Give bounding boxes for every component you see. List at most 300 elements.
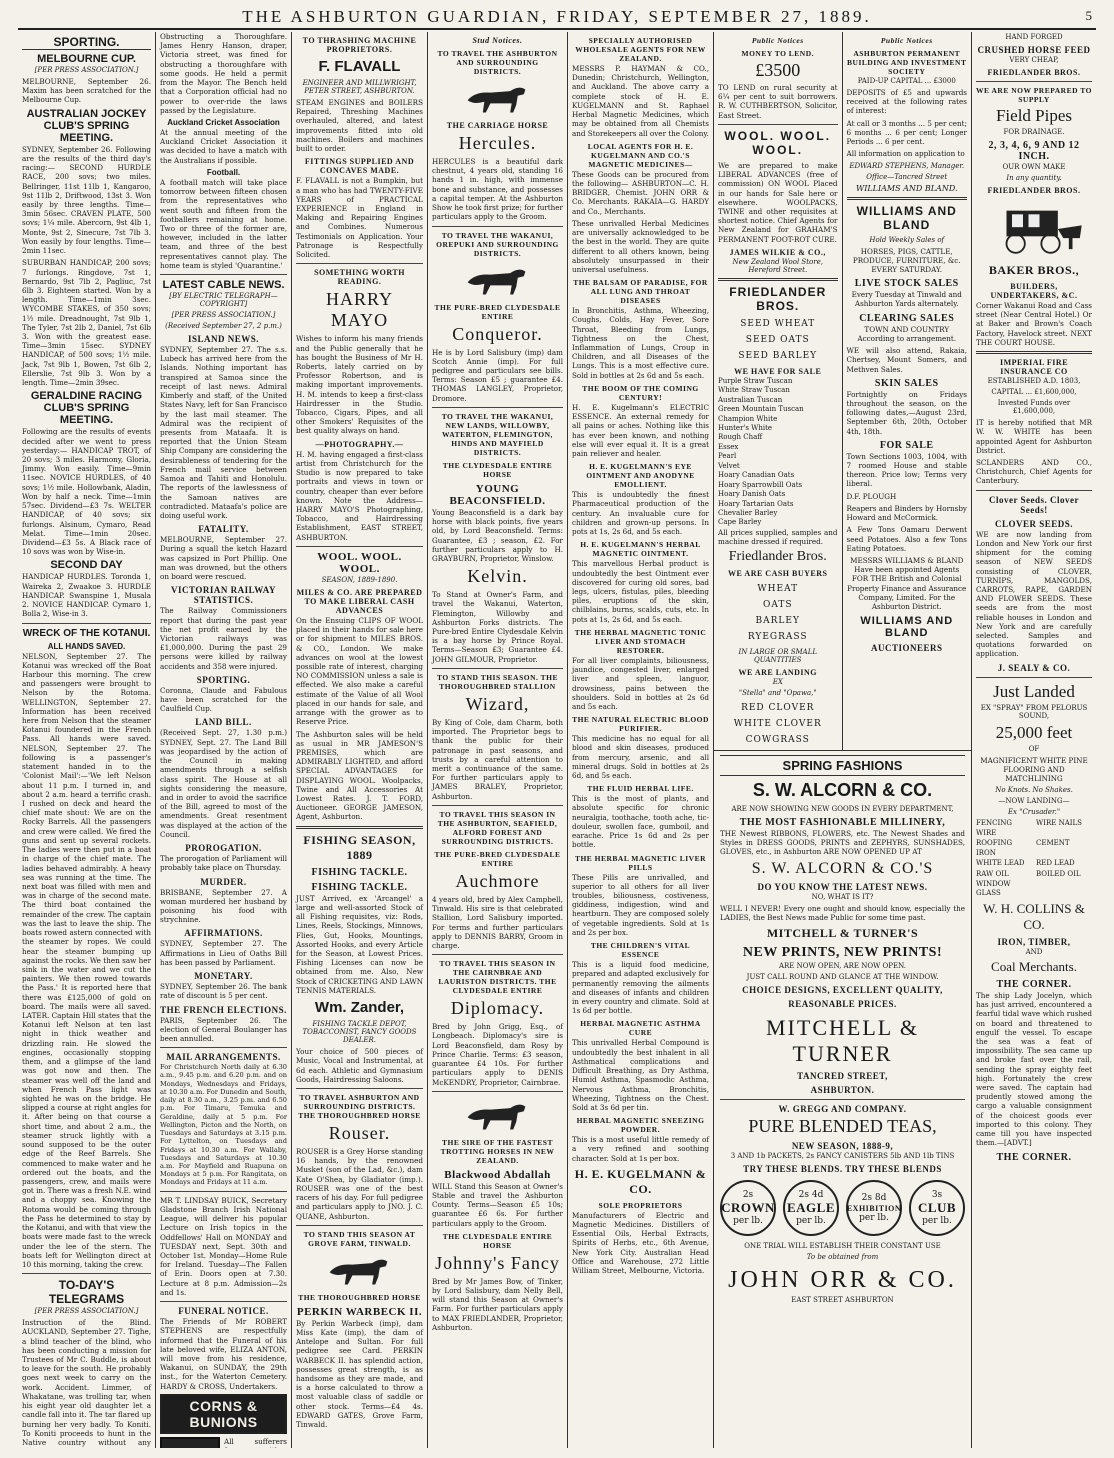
heading: THE FRENCH ELECTIONS. — [160, 1004, 287, 1015]
ad-text: WE are now landing from London and New York our first shipment for the coming season of NEW SEEDS consisting of CLOVER, TURNIPS, MANGOLDS, CARROTS, RAPE, GARDEN AND FLOWER SEEDS. These seeds are from the most reliable houses in London and New York and are carefully selected. Samples and quotations forwarded on application. — [976, 529, 1092, 659]
tea-price: 3s — [931, 1190, 943, 1201]
heading: MONETARY. — [194, 971, 253, 982]
byline: [PER PRESS ASSOCIATION.] — [171, 311, 276, 320]
heading: TO TRAVEL THIS SEASON IN THE CAIRNBRAE AND LAURISTON DISTRICTS. THE CLYDESDALE ENTIRE — [438, 959, 557, 996]
article-text: Instruction of the Blind. AUCKLAND, September 27. Tighe, a blind teacher of the blind, who has been conducting a mission for Trustees of Mr C. Buddle, is about to leave for the south. He probably goes next week to carry on the work. Accident. Limmer, of Whakatane, was trolling tar, when his eight year old daughter let a candle fall into it. The tar flared up burning her very badly. To Koniti. To Koniti proceeds to hunt in the Native country without any — [22, 1318, 151, 1447]
article-text: A football match will take place tomorrow between fifteen chosen from the representatives who went south and fifteen from the footballers remaining at home. Two or three of the former are, however, included in the latter team, and three of the best representatives cannot play. The home team is styled 'Quarantine.' — [160, 177, 287, 270]
heading: FUNERAL NOTICE. — [178, 1306, 269, 1317]
heading: AUSTRALIAN JOCKEY CLUB'S SPRING MEETING. — [26, 107, 147, 144]
article-text: For Christchurch North daily at 6.30 a.m., 9.45 p.m. and 6.20 p.m. and on Mondays, Wednesdays and Fridays, at 10.30 a.m. For Dunedin and South, daily at 8.30 a.m., 3.25 p.m. and 6.50 p.m. For Timaru, Temuka and Geraldine, daily at 5 p.m. For Wellington, Picton and the North, on Tuesdays and Saturdays at 3.15 p.m. For Lyttelton, on Tuesdays and Fridays at 10.30 a.m. For Wallaby, Tuesdays and Saturdays at 10.30 a.m. For Mayfield and Ruapuna on Mondays at 5 p.m. For Rangitata, on Mondays and Fridays at 11 a.m. — [160, 1063, 287, 1187]
hearse-illustration — [979, 199, 1089, 259]
heading: LOCAL AGENTS FOR H. E. KUGELMANN AND CO.'S MAGNETIC MEDICINES— — [587, 141, 694, 169]
advertiser-name: FRIEDLANDER BROS. — [729, 284, 827, 313]
horse-name: PERKIN WARBECK II. — [296, 1305, 423, 1318]
article-text: SYDNEY, September 26. The bank rate of discount is 5 per cent. — [160, 982, 287, 1001]
ad-text: THE Newest RIBBONS, FLOWERS, etc. The Newest Shades and Styles in DRESS GOODS, PRINTS and ZEPHYRS, SUNSHADES, GLOVES, etc., in Ashburton ARE NOW OPENED UP AT — [720, 829, 965, 857]
heading: THE PURE-BRED CLYDESDALE ENTIRE — [434, 302, 561, 321]
tea-price: 2s — [742, 1190, 754, 1201]
advertiser-name: JOHN ORR & CO. — [728, 1267, 957, 1294]
list-item: Hoary Danish Oats — [718, 490, 786, 499]
ad-text: Reapers and Binders by Hornsby Howard and McCormick. — [846, 503, 967, 523]
heading: WOOL. WOOL. WOOL. — [317, 550, 402, 575]
article-text: BRISBANE, September 27. A woman murdered her husband by poisoning his food with strychnine. — [160, 887, 287, 925]
advertiser-name: WILLIAMS AND BLAND — [860, 615, 954, 640]
ad-text: By King of Cole, dam Charm, both imported. The Proprietor begs to thank the public for their patronage in past seasons, and trusts by a careful attention to merit a continuance of the same. For further particulars apply to JAMES BRALEY, Proprietor, Ashburton. — [432, 717, 563, 801]
tea-unit: per lb. — [922, 1215, 952, 1226]
ad-text: WILL Stand this Season at Owner's Stable and travel the Ashburton County. Terms—Season £5 10s; guarantee £6 6s. For further particulars apply to the Groom. — [432, 1181, 563, 1228]
heading: MITCHELL & TURNER'S — [766, 926, 919, 941]
ad-text: This is the most of plants, and absolute specific for chronic neuralgia, toothache, tooth ache, tic-douleur, swollen face, gumboil, and earache. Price 1s 6d and 2s per bottle. — [572, 794, 709, 850]
list-item: Hoary Tartarian Oats — [718, 499, 794, 508]
tea-name: CLUB — [917, 1199, 957, 1215]
ad-text: Bred by John Grigg, Esq., of Longbeach. Diplomacy's sire is Lord Beaconsfield, dam Rosy by Prince Charlie. Terms: £3 season, guarantee £4 10s. For further particulars apply to DENIS McKENDRY, Proprietor, Cairnbrae. — [432, 1022, 563, 1087]
heading: TO STAND THIS SEASON AT GROVE FARM, TINWALD. — [303, 1229, 416, 1248]
ad-text: ROUSER is a Grey Horse standing 16 hands, by the renowned Musket (son of the Lad, &c.), dam Kate O'Shea, by Gladiator (imp.). ROUSER was one of the best racers of his day. For full pedigree and particulars apply to JNO. J. C. QUANE, Ashburton. — [296, 1146, 423, 1221]
heading: MILES & CO. ARE PREPARED TO MAKE LIBERAL CASH ADVANCES — [296, 587, 423, 615]
advertiser-name: HARRY MAYO — [325, 289, 393, 331]
ad-subtitle: 3 AND 1b PACKETS, 2s FANCY CANISTERS 5lb AND 1lb TINS — [730, 1152, 955, 1161]
heading: WRECK OF THE KOTANUI. — [22, 627, 151, 639]
horse-name: Diplomacy. — [450, 998, 545, 1019]
ad-text: DEPOSITS of £5 and upwards received at the following rates of interest: — [846, 88, 967, 116]
heading: Just Landed — [993, 681, 1075, 701]
column-sporting — [18, 32, 156, 1448]
list-item: Australian Tuscan — [718, 395, 783, 404]
heading: THE CARRIAGE HORSE — [446, 121, 549, 130]
heading: SECOND DAY — [50, 559, 123, 572]
list-item: WINDOW GLASS — [976, 879, 1011, 898]
notice-text: The Friends of Mr ROBERT STEPHENS are respectfully informed that the Funeral of his late beloved wife, ELIZA ANTON, will move from his residence, Wakanui, on SUNDAY, the 29th inst., for the Waterton Cemetery. HARDY & CROSS, Undertakers. — [160, 1317, 287, 1391]
ad-text: TO LEND on rural security at 6¼ per cent to suit borrowers. R. W. CUTHBERTSON, Solicitor, East Street. — [718, 83, 838, 120]
newspaper-columns — [18, 32, 1096, 1448]
heading: ASHBURTON PERMANENT BUILDING AND INVESTMENT SOCIETY — [847, 49, 967, 76]
heading: FISHING TACKLE. — [311, 866, 408, 878]
heading: 25,000 feet — [995, 722, 1073, 742]
advertiser-name: W. GREGG AND COMPANY. — [778, 1104, 907, 1115]
ad-text: In Bronchitis, Asthma, Wheezing, Coughs, Colds, Hay Fever, Sore Throat, Bleeding from Lungs, Tightness on the Chest, Inflammation of Lungs, Croup in Children, and all Diseases of the Lungs. This is a most effective cure. Sold in bottles at 2s 6d and 5s each. — [572, 306, 709, 380]
advertiser-name: FRIEDLANDER BROS. — [987, 68, 1081, 77]
advertiser-name: JAMES WILKIE & CO., — [729, 247, 826, 257]
heading: BUILDERS, UNDERTAKERS, &C. — [990, 282, 1078, 300]
ad-text: Town Sections 1003, 1004, with 7 roomed House and stable thereon. Price low; Terms very liberal. — [846, 451, 967, 489]
grain-line: OATS — [762, 600, 793, 611]
ad-text: Wishes to inform his many friends and the Public generally that he has bought the Business of Mr H. Roberts, lately carried on by Professor Robertson, and is making important improvements. H. M. intends to keep a first-class Hairdresser in the Studio. Tobacco, Cigars, Pipes, and all other Smokers' Requisites of the best quality always on hand. — [296, 334, 423, 436]
company-name: H. E. KUGELMANN & CO. — [574, 1166, 707, 1196]
list-item: RAW OIL — [976, 869, 1009, 878]
advertiser-name: WILLIAMS AND BLAND. — [855, 183, 958, 193]
ad-subtitle: ENGINEER AND MILLWRIGHT, PETER STREET, ASHBURTON. — [302, 79, 417, 95]
list-item: Hoary Sparrowbill Oats — [718, 480, 803, 489]
ad-subtitle: Ex "Crusader." — [1007, 808, 1061, 817]
list-item: Velvet — [718, 461, 740, 470]
ad-subtitle: OUR OWN MAKE — [1002, 163, 1066, 171]
article-text: MELBOURNE, September 27. During a squall the ketch Hazard was capsized in Port Phillip. One man was drowned, but the others on board were rescued. — [160, 535, 287, 582]
address: EAST STREET ASHBURTON — [791, 1296, 894, 1305]
heading: Football. — [206, 167, 241, 177]
ad-subtitle: Hold Weekly Sales of — [869, 235, 945, 244]
ad-text: MESSRS P. HAYMAN & CO., Dunedin; Christchurch, Wellington, and Auckland. The above carry a complete stock of H. E. KUGELMANN and St. Raphael Herbal Magnetic Medicines, which may be obtained from all Chemists and Storekeepers all over the Colony. — [572, 64, 709, 138]
section-heading: Stud Notices. — [472, 36, 523, 45]
horse-name: Johnny's Fancy — [435, 1252, 560, 1273]
horse-name: Rouser. — [328, 1122, 391, 1143]
heading: FISHING SEASON, 1889 — [303, 832, 416, 862]
heading: CHOICE DESIGNS, EXCELLENT QUALITY, — [742, 985, 943, 996]
heading: TRY THESE BLENDS. TRY THESE BLENDS — [743, 1164, 942, 1175]
ad-text: Your choice of 500 pieces of Music, Vocal and Instrumental, at 6d each. Athletic and Gymnasium Goods, Hairdressing Saloons. — [296, 1047, 423, 1084]
ad-text: He is by Lord Salisbury (imp) dam Scotch Annie (imp). For full pedigree and particulars see bills. Terms: Season £5 ; guarantee £4. THOMAS LANGLEY, Proprietor, Dromore. — [432, 347, 563, 403]
column-kugelmann — [568, 32, 714, 1448]
heading: THE CORNER. — [996, 978, 1072, 990]
column-stud — [428, 32, 568, 1448]
heading: TO TRAVEL ASHBURTON AND SURROUNDING DISTRICTS. THE THOROUGHBRED HORSE — [298, 1092, 421, 1120]
ad-text: All sufferers — [224, 1436, 287, 1446]
heading: SOMETHING WORTH READING. — [314, 268, 405, 287]
tea-unit: per lb. — [859, 1212, 889, 1223]
ad-text: IT is hereby notified that MR W. W. WHITE has been appointed Agent for Ashburton District. — [976, 418, 1092, 455]
heading: VICTORIAN RAILWAY STATISTICS. — [171, 585, 276, 606]
masthead-title: THE ASHBURTON GUARDIAN, FRIDAY, SEPTEMBER 27, 1889. — [242, 7, 872, 26]
ad-text: MAGNIFICENT WHITE PINE FLOORING AND MATCHLINING — [980, 755, 1088, 784]
ad-text: For all liver complaints, biliousness, jaundice, congested liver, enlarged liver and spleen, languor, drowsiness, pains between the shoulders. Sold in bottles at 2s 6d and 5s each. — [572, 655, 709, 711]
heading: NEW SEASON, 1888-9, — [791, 1141, 894, 1152]
advertiser-name: F. FLAVALL — [318, 58, 401, 75]
byline: [PER PRESS ASSOCIATION.] — [34, 66, 139, 74]
heading: WE HAVE FOR SALE — [734, 366, 822, 376]
grain-line: RYEGRASS — [747, 632, 808, 643]
list-item: ROOFING IRON — [976, 839, 1013, 857]
ad-subtitle: AND — [1025, 947, 1043, 956]
advertiser-name: S. W. ALCORN & CO. — [752, 780, 933, 800]
heading: —PHOTOGRAPHY.— — [315, 439, 404, 449]
grain-line: WHEAT — [757, 584, 799, 595]
ad-text: Manufacturers of Electric and Magnetic Medicines. Distillers of Essential Oils, Herbal Extracts, Spirits of Herbs, etc., 6th Avenue, New York City. Australian Head Office and Warehouse, 272 Little William Street, Melbourne, Victoria. — [572, 1210, 709, 1276]
ad-text: 4 years old, bred by Alex Campbell, Tinwald. His sire is that celebrated Stallion, Lord Salisbury imported. For terms and further particulars apply to DENNIS BARRY, Groom in charge. — [432, 894, 563, 950]
article-text: The Railway Commissioners report that during the past year the net profit earned by the Victorian railways was £1,000,000. During the past 29 persons were killed by railway accidents and 358 were injured. — [160, 606, 287, 671]
list-item: Essex — [718, 442, 739, 451]
ad-subtitle: EX — [772, 678, 783, 687]
heading: SPECIALLY AUTHORISED WHOLESALE AGENTS FOR NEW ZEALAND. — [575, 36, 706, 63]
page-number: 5 — [1085, 8, 1092, 23]
heading: WE ARE CASH BUYERS — [728, 569, 828, 579]
article-text: SYDNEY, September 27. The s.s. Lubeck has arrived here from the Islands. Nothing important has transpired at Samoa since the receipt of last news. Admiral Kimberly and staff, of the United States Navy, left for San Francisco by the last mail steamer. The Admiral was the recipient of presents from Mataafa. It is reported that the Union Steam Ship Company are considering the desirableness of tendering for the French mail service between Samoa and Tahiti and Honolulu. The reports of the lawlessness of the Samoan natives are contradicted. Mataafa's police are doing useful work. — [160, 345, 287, 520]
address: ASHBURTON. — [810, 1085, 875, 1096]
ad-subtitle: ARE NOW OPEN, ARE NOW OPEN. — [778, 962, 907, 971]
list-item: CEMENT — [1036, 839, 1070, 848]
section-heading: SPORTING. — [22, 35, 151, 50]
ad-subtitle: VERY CHEAP, — [1009, 56, 1059, 64]
clover-line: RED CLOVER — [741, 703, 815, 714]
heading: TO TRAVEL THIS SEASON IN THE ASHBURTON, SEAFIELD, ALFORD FOREST AND SURROUNDING DISTRICTS. — [437, 809, 558, 846]
heading: FITTINGS SUPPLIED AND CONCAVES MADE. — [304, 157, 415, 176]
heading: CLEARING SALES — [859, 312, 955, 324]
ad-address: New Zealand Wool Store, Hereford Street. — [732, 257, 823, 274]
ad-text: Fortnightly on Fridays throughout the season, on the following dates,—August 23rd, September 6th, 20th, October 4th, 18th. — [846, 389, 967, 436]
heading: TO TRAVEL THE ASHBURTON AND SURROUNDING DISTRICTS. — [437, 49, 558, 76]
heading: THE NATURAL ELECTRIC BLOOD PURIFIER. — [572, 715, 709, 734]
column-public-notices — [714, 32, 972, 1448]
heading: SOLE PROPRIETORS — [598, 1200, 683, 1210]
loan-amount: £3500 — [755, 60, 801, 80]
heading: THE CHILDREN'S VITAL ESSENCE — [590, 941, 691, 960]
tea-name: EAGLE — [786, 1199, 835, 1215]
potato-list — [718, 377, 838, 528]
article-text: The prorogation of Parliament will probably take place on Thursday. — [160, 854, 287, 873]
article-text: SYDNEY, September 26. Following are the results of the third day's racing:— SECOND HURDLE RACE, 200 sovs; two miles. Bellringer, 11st 11lb 1, Kangaroo, 9st 11lb 2, Driftwood, 13st 3. Won easily by three lengths. Time—3min 56sec. CRAVEN PLATE, 500 sovs; 1¼ mile. Abercorn, 9st 4lb 1, Monte, 9st 2, Sinecure, 7st 7lb 3. Won easily by four lengths. Time—2min 11sec. — [22, 144, 151, 256]
byline: [BY ELECTRIC TELEGRAPH—COPYRIGHT] — [169, 292, 278, 309]
list-item: Pearl — [718, 452, 737, 461]
article-text: SYDNEY, September 27. The Affirmations in Lieu of Oaths Bill has been passed by Parliament. — [160, 939, 287, 967]
list-item: BOILED OIL — [1036, 869, 1081, 878]
list-item: Purple Straw Tuscan — [718, 376, 793, 385]
heading: H. E. KUGELMANN'S HERBAL MAGNETIC OINTMENT. — [580, 540, 701, 559]
ad-text: This is undoubtedly the finest Pharmaceutical production of the century. An invaluable cure for children and grown-up persons. In pots at 1s, 2s 6d, and 5s each. — [572, 490, 709, 537]
ad-subtitle: Invested Funds over £1,600,000, — [997, 399, 1071, 416]
ad-text: TOWN AND COUNTRY According to arrangement. — [857, 324, 957, 343]
horse-illustration — [453, 79, 543, 117]
plaster-label — [160, 1437, 220, 1448]
ad-text: WE will also attend, Rakaia, Chertsey, Mount Somers, and Methven Sales. — [846, 346, 967, 374]
heading: IMPERIAL FIRE INSURANCE CO — [999, 358, 1069, 377]
seed-line: SEED OATS — [745, 334, 810, 345]
ad-text: To Stand at Owner's Farm, and travel the Wakanui, Waterton, Flemington, Willowby and Ashburton Forks districts. The Pure-bred Entire Clydesdale Kelvin is a bay horse by Prince Royal. Terms—Season £3; Guarantee £4. JOHN GILMOUR, Proprietor. — [432, 590, 563, 664]
article-text: At the annual meeting of the Auckland Cricket Association it was decided to have a match with the Australians if possible. — [160, 127, 287, 165]
subheading: ALL HANDS SAVED. — [47, 641, 126, 651]
ad-subtitle: ESTABLISHED A.D. 1803, — [987, 377, 1081, 386]
seed-line: SEED BARLEY — [738, 350, 818, 361]
grain-line: BARLEY — [755, 616, 800, 627]
tea-price: 2s 8d — [861, 1193, 887, 1204]
ad-text: This is a liquid food medicine, prepared and adapted exclusively for permanently removing the ailments and diseases of infants and children in every country and climate. Sold at 1s 6d per bottle. — [572, 960, 709, 1016]
heading: TO-DAY'S TELEGRAMS — [48, 1278, 125, 1307]
article-text: (Received Sept. 27, 1.30 p.m.) SYDNEY, Sept. 27. The Land Bill was jeopardised by the action of the Council in making amendments through a selfish class spirit. The House at all sights considering the measure, and in order to avoid the sacrifice of the Bill, agreed to most of the amendments. Great resentment was displayed at the action of the Council. — [160, 728, 287, 839]
heading: THE CLYDESDALE ENTIRE HORSE — [442, 1231, 553, 1250]
clover-line: WHITE CLOVER — [733, 719, 822, 730]
horse-illustration — [458, 261, 538, 299]
heading: THE BOOM OF THE COMING CENTURY! — [582, 383, 699, 402]
advertiser-name: Wm. Zander, — [314, 999, 405, 1017]
heading: WE ARE LANDING — [738, 668, 818, 678]
notice-text: MR T. LINDSAY BUICK, Secretary Gladstone Branch Irish National League, will deliver his popular Lecture on Irish topics in the Oddfellows' Hall on MONDAY and TUESDAY next, Sept. 30th and October 1st. Monday—Home Rule for Ireland. Tuesday—The Fallen of Erin. Doors open at 7.30. Lecture at 8 p.m. Admission—2s and 1s. — [160, 1195, 287, 1297]
ad-text: These unrivalled Herbal Medicines are universally acknowledged to be the best in the world. They are quite different to all others known, being absolutely unsurpassed in their universal usefulness. — [572, 218, 709, 274]
heading: THE BALSAM OF PARADISE, FOR ALL LUNG AND THROAT DISEASES — [573, 278, 708, 306]
heading: CRUSHED HORSE FEED — [977, 45, 1091, 55]
tea-unit: per lb. — [796, 1215, 826, 1226]
ad-text: HERCULES is a beautiful dark chestnut, 4 years old, standing 16 hands 1 in. high, with immense bone and substance, and possesses a capital temper. At the Ashburton Show he took first prize; for further particulars apply to the Groom. — [432, 157, 563, 222]
ad-text: H. E. Kugelmann's ELECTRIC ESSENCE. An external remedy for all pains or aches. Nothing like this has ever been known, and nothing else will ever equal it. It is a great pain reliever and healer. — [572, 402, 709, 458]
tea-circles — [720, 1180, 965, 1236]
ad-subtitle: CAPITAL ... £1,600,000, — [991, 388, 1077, 397]
ad-subtitle: ONE TRIAL WILL ESTABLISH THEIR CONSTANT USE — [744, 1242, 941, 1251]
article-text: SUBURBAN HANDICAP, 200 sovs; 7 furlongs. Ringdove, 7st 1, Bernardo, 9st 7lb 2, Pagliuc, 7st 6lb 3. Eighteen started. Won by a length. Time—1min 3sec. WYCOMBE STAKES, of 350 sovs; 1½ mile. Dreadnought, 7st 9lb 1, The Tyler, 7st 2lb 2, Daniel, 7st 6lb 3. Won with the greatest ease. Time—3min 15sec. SYDNEY HANDICAP, of 500 sovs; 1½ mile. Jack, 7st 9lb 1, Bowen, 7st 6lb 2, Ellerslie, 7st 9lb 3. Won by a length. Time—2min 39sec. — [22, 258, 151, 388]
ad-text: On the Ensuing CLIPS OF WOOL placed in their hands for sale here or for shipment to MILES BROS. & CO., London. We make advances on wool at the lowest possible rate of interest, charging NO COMMISSION unless a sale is effected. We also make a careful estimate of the Value of all Wool placed in our hands for sale, and arrange with the grower as to Reserve Price. — [296, 615, 423, 727]
heading: THE FLUID HERBAL LIFE. — [587, 784, 694, 794]
heading: MURDER. — [200, 876, 247, 887]
ad-subtitle: SEASON, 1889-1890. — [321, 575, 398, 584]
ad-text: This medicine has no equal for all blood and skin diseases, produced from mercury, arsenic, and all mineral drugs. Sold in bottles at 2s 6d, and 5s each. — [572, 734, 709, 781]
ad-subtitle: JUST CALL ROUND AND GLANCE AT THE WINDOW. — [746, 973, 939, 982]
heading: MONEY TO LEND. — [741, 49, 814, 58]
heading: REASONABLE PRICES. — [788, 999, 897, 1010]
heading: NEW PRINTS, NEW PRINTS! — [742, 945, 943, 961]
heading: GERALDINE RACING CLUB'S SPRING MEETING. — [30, 390, 143, 427]
bottom-ads — [714, 755, 971, 1304]
horse-name: Blackwood Abdallah — [444, 1168, 551, 1181]
capital: PAID-UP CAPITAL ... £3000 — [857, 77, 956, 85]
list-item: Cape Barley — [718, 518, 762, 527]
ad-text: JUST Arrived, ex 'Arcangel' a large and well-assorted Stock of all Fishing requisites, viz: Rods, Lines, Reels, Stockings, Minnows, Flies, Gut, Hooks, Mountings, Assorted Hooks, and every Article for the Season, at Lowest Prices. Fishing Licenses can now be obtained from me. Also, New Stock of CRICKETING AND LAWN TENNIS MATERIALS. — [296, 893, 423, 995]
ad-text: HORSES, PIGS, CATTLE, PRODUCE, FURNITURE, &c. EVERY SATURDAY. — [852, 246, 961, 274]
list-item: White Straw Tuscan — [718, 386, 790, 395]
ad-subtitle: In any quantity. — [1006, 174, 1062, 182]
heading: LIVE STOCK SALES — [854, 278, 959, 290]
list-item: Chevalier Barley — [718, 508, 778, 517]
ad-subtitle: ARE NOW SHOWING NEW GOODS IN EVERY DEPARTMENT, — [731, 805, 954, 813]
ad-text: Young Beaconsfield is a dark bay horse with black points, five years old, by Lord Beaconsfield. Terms: Guarantee, £3 ; season, £2. For further particulars apply to H. GRAYBURN, Proprietor, Winslow. — [432, 507, 563, 563]
heading: AUCTIONEERS — [870, 643, 943, 654]
article-text: MELBOURNE, September 26. Maxim has been scratched for the Melbourne Cup. — [22, 77, 151, 105]
heading: THE MOST FASHIONABLE MILLINERY, — [739, 817, 946, 828]
ad-text: All information on application to — [846, 149, 965, 159]
ad-subtitle: HAND FORGED — [1005, 33, 1063, 41]
address: TANCRED STREET, — [797, 1071, 888, 1082]
byline: [PER PRESS ASSOCIATION.] — [34, 1307, 139, 1316]
ad-text: WELL I NEVER! Every one ought and should know, especially the LADIES, the Best News made Public for some time past. — [720, 903, 965, 922]
horse-name: Auchmore — [455, 870, 540, 891]
heading: THE PURE-BRED CLYDESDALE ENTIRE — [434, 849, 561, 868]
heading: SKIN SALES — [874, 377, 939, 389]
ad-text: The ship Lady Jocelyn, which has just arrived, encountered a fearful tidal wave which rushed on board and threatened to engulf the vessel. To escape the sea was a feat of impossibility. The sea came up and broke fast over the rail, sending the spray eighty feet high. Fortunately the crew were saved. The captain had prudently stowed among the cargo a valuable consignment of the choicest goods ever imported to this colony. They came till you have inspected them.—[ADVT.] — [976, 990, 1092, 1148]
notices-left — [714, 32, 843, 750]
ad-text: D.F. PLOUGH — [846, 491, 897, 501]
heading: Auckland Cricket Association — [167, 117, 280, 127]
heading: H. E. KUGELMANN'S EYE OINTMENT AND ANODYNE EMOLLIENT. — [586, 462, 695, 490]
tea-circle — [846, 1180, 902, 1236]
heading: LATEST CABLE NEWS. — [162, 279, 285, 292]
heading: Field Pipes — [995, 106, 1073, 125]
heading: THE CORNER. — [996, 1151, 1072, 1163]
ad-text: At call or 3 months ... 5 per cent; 6 months ... 6 per cent; Longer Periods ... 6 per cent. — [846, 118, 967, 147]
tea-name: EXHIBITION — [846, 1203, 902, 1213]
heading: THE SIRE OF THE FASTEST TROTTING HORSES IN NEW ZEALAND. — [440, 1137, 555, 1165]
ad-text: This unrivalled Herbal Compound is undoubtedly the best inhalent in all Asthmatical complications and Difficult Breathing, as Dry Asthma, Humid Asthma, Spasmodic Asthma, Nervous Asthma, Bronchitis, Wheezing, Tightness on the Chest. Sold at 3s 6d per tin. — [572, 1038, 709, 1112]
heading: FOR SALE — [879, 439, 934, 451]
ad-subtitle: FISHING TACKLE DEPOT, TOBACCONIST, FANCY GOODS DEALER. — [302, 1020, 417, 1045]
seed-line: SEED WHEAT — [740, 318, 816, 329]
ad-text: H. M. having engaged a first-class artist from Christchurch for the Studio is now prepared to take portraits and views in town or country, cheaper than ever before known. Note the Address— HARRY MAYO'S Photographing, Tobacco, and Hairdressing Establishment, EAST STREET, ASHBURTON. — [296, 449, 423, 542]
column-news — [156, 32, 292, 1448]
heading: THE CLYDESDALE ENTIRE HORSE — [442, 460, 553, 479]
heading: FATALITY. — [198, 524, 249, 535]
advertiser-name: MITCHELL & TURNER — [766, 1015, 919, 1067]
advertiser-name: J. SEALY & CO. — [997, 662, 1071, 673]
heading: Clover Seeds. Clover Seeds! — [988, 494, 1080, 515]
list-item: Champion White — [718, 414, 778, 423]
horse-illustration — [320, 1251, 400, 1289]
article-text: Following are the results of events decided after we went to press yesterday:— HANDICAP TROT, of 20 sovs; 3 miles. Harmony, Gloria, Jimmy. Won easily. Time—9min 11sec. NOVICE HURDLES, of 40 sovs; 1½ mile. Hollowbank, Aladin, Won by half a neck. Time—1min 57sec. Dividend—£3 7s. WELTER HANDICAP, of 40 sovs; six furlongs. Alsinum, Cymaro, Read Melat. Time—1min 20sec. Dividend—£3 5s. A Black race of 10 sovs was won by Wise-in. — [22, 427, 151, 557]
ad-text: STEAM ENGINES and BOILERS Repaired, Threshing Machines overhauled, altered, and latest improvements fitted into old machines. Boilers and machines built to order. — [296, 98, 423, 154]
public-notices-top — [714, 32, 971, 751]
ad-text: Bred by Mr James Bow, of Tinker, by Lord Salisbury, dam Nelly Bell, will stand this Season at Owner's Farm. For further particulars apply to MAX FRIEDLANDER, Proprietor, Ashburton. — [432, 1276, 563, 1332]
ad-text: By Perkin Warbeck (imp), dam Miss Kate (imp), the dam of Antelope and Sultan. For full pedigree see Card. PERKIN WARBECK II. has splendid action, possesses great strength, is as handsome as they are made, and is a horse calculated to throw a most valuable class of saddle or other stock. Terms—£4 4s. EDWARD GATES, Grove Farm, Tinwald. — [296, 1318, 423, 1430]
heading: AFFIRMATIONS. — [184, 928, 263, 939]
byline: (Received September 27, 2 p.m.) — [165, 322, 282, 331]
tea-circle — [783, 1180, 839, 1236]
horse-illustration — [458, 1096, 538, 1134]
ad-text: We are prepared to make LIBERAL ADVANCES (free of commission) ON WOOL Placed in our hands for Sale here or elsewhere. WOOLPACKS, TWINE and other requisites at shortest notice. Chief Agents for New Zealand for GRAHAM'S PERMANENT FOOT-ROT CURE. — [718, 160, 838, 244]
heading: THE HERBAL MAGNETIC TONIC LIVER AND STOMACH RESTORER. — [574, 627, 707, 655]
horse-name: YOUNG BEACONSFIELD. — [449, 482, 546, 507]
heading: PURE BLENDED TEAS, — [748, 1116, 937, 1137]
tea-price: 2s 4d — [798, 1190, 824, 1201]
hardware-list — [976, 819, 1092, 899]
heading: HERBAL MAGNETIC ASTHMA CURE — [580, 1019, 701, 1038]
ad-subtitle: EX "SPRAY" FROM PELORUS SOUND, — [980, 703, 1088, 720]
horse-name: Hercules. — [458, 133, 537, 153]
heading: HERBAL MAGNETIC SNEEZING POWDER. — [576, 1116, 705, 1135]
tea-name: CROWN — [721, 1199, 775, 1215]
ad-text: All prices supplied, samples and machine dressed if required. — [718, 527, 838, 547]
list-item: Rough Chaff — [718, 433, 763, 442]
ad-text: These Goods can be procured from the following— ASHBURTON—C. H. BRIDGER, Chemist. JOHN ORR & Co. Merchants. RAKAIA—G. HARDY and Co., Merchants. — [572, 169, 709, 216]
heading: DO YOU KNOW THE LATEST NEWS. — [757, 881, 928, 892]
advertiser-name: BAKER BROS., — [988, 263, 1080, 277]
tea-unit: per lb. — [733, 1215, 763, 1226]
section-heading: Public Notices — [751, 36, 804, 45]
notices-right — [843, 32, 972, 750]
ad-subtitle: No Knots. No Shakes. — [995, 786, 1073, 795]
heading: TO TRAVEL THE WAKANUI, NEW LANDS, WILLOWBY, WATERTON, FLEMINGTON, HINDS AND MAYFIELD DISTRICTS. — [441, 411, 554, 457]
masthead — [18, 6, 1096, 30]
list-item: FENCING WIRE — [976, 819, 1012, 837]
heading: TO THRASHING MACHINE PROPRIETORS. — [302, 36, 417, 54]
ad-subtitle: —NOW LANDING— — [998, 797, 1070, 806]
section-heading: Public Notices — [880, 36, 933, 45]
manager: EDWARD STEPHENS, Manager. — [849, 161, 965, 170]
corns-ad-heading: CORNS & BUNIONS — [160, 1394, 287, 1434]
article-text: HANDICAP HURDLES. Toronda 1, Waireka 2, Zwaakoe 3. HURDLE HANDICAP. Swanspine 1, Musala 2. NOVICE HANDICAP. Cymaro 1, Bolla 2, Wise-in 3. — [22, 572, 151, 619]
ad-subtitle: FOR DRAINAGE. — [1003, 128, 1065, 136]
ad-subtitle: IN LARGE OR SMALL QUANTITIES — [738, 648, 818, 665]
heading: IRON, TIMBER, — [997, 936, 1071, 947]
advertiser-name: S. W. ALCORN & CO.'S — [751, 859, 934, 877]
article-text: PARIS, September 26. The election of General Boulanger has been annulled. — [160, 1015, 287, 1043]
heading: WE ARE NOW PREPARED TO SUPPLY — [976, 86, 1092, 104]
heading: Coal Merchants. — [991, 958, 1077, 974]
heading: TO TRAVEL THE WAKANUI, OREPUKI AND SURROUNDING DISTRICTS. — [436, 230, 559, 258]
ad-text: This marvellous Herbal product is undoubtedly the best Ointment ever discovered for curing old sores, bad legs, ulcers, fistulas, piles, bleeding piles, eruptions of the skin, chilblains, burns, scalds, cuts, etc. In pots at 1s, 2s 6d, and 5s each. — [572, 559, 709, 624]
horse-name: Kelvin. — [467, 566, 528, 587]
list-item: RED LEAD — [1036, 859, 1075, 868]
heading: TO STAND THIS SEASON. THE THOROUGHBRED STALLION — [437, 672, 558, 691]
heading: MELBOURNE CUP. — [37, 53, 136, 65]
column-ads-1 — [292, 32, 428, 1448]
ad-text: This is a most useful little remedy of a very refined and soothing character. Sold at 1s per box. — [572, 1135, 709, 1163]
ad-text: MESSRS WILLIAMS & BLAND Have been appointed Agents FOR THE British and Colonial Property Finance and Assurance Company, Limited. For the Ashburton District. — [847, 556, 967, 612]
heading: SPORTING. — [196, 674, 251, 685]
heading: MAIL ARRANGEMENTS. — [166, 1052, 281, 1063]
ad-text: F. FLAVALL is not a Bumpkin, but a man who has had TWENTY-FIVE YEARS of PRACTICAL EXPERIENCE in England in Making and Repairing Engines and Combines. Numerous Testimonials on Application. Your Patronage is Respectfully Solicited. — [296, 176, 423, 260]
ad-text: Corner Wakanui Road and Cass street (Near Central Hotel.) Or at Baker and Brown's Coach Factory, Havelock street. NEXT THE COURT HOUSE. — [976, 301, 1092, 347]
ad-text: SCLANDERS AND CO., Christchurch, Chief Agents for Canterbury. — [976, 457, 1092, 486]
heading: THE THOROUGHBRED HORSE — [298, 1292, 421, 1302]
list-item: WIRE NAILS — [1036, 819, 1082, 828]
heading: FISHING TACKLE. — [311, 881, 408, 893]
ad-text: These Pills are unrivalled, and superior to all others for all liver troubles, biliousness, costiveness, giddiness, indigestion, wind and heartburn. They are composed solely of vegetable ingredients. Sold at 1s and 2s per box. — [572, 872, 709, 937]
horse-name: Wizard, — [465, 693, 530, 714]
ad-subtitle: "Stella" and "Opawa," — [738, 689, 817, 698]
advertiser-name: WILLIAMS AND BLAND — [856, 203, 957, 232]
advertiser-name: Friedlander Bros. — [728, 549, 827, 565]
